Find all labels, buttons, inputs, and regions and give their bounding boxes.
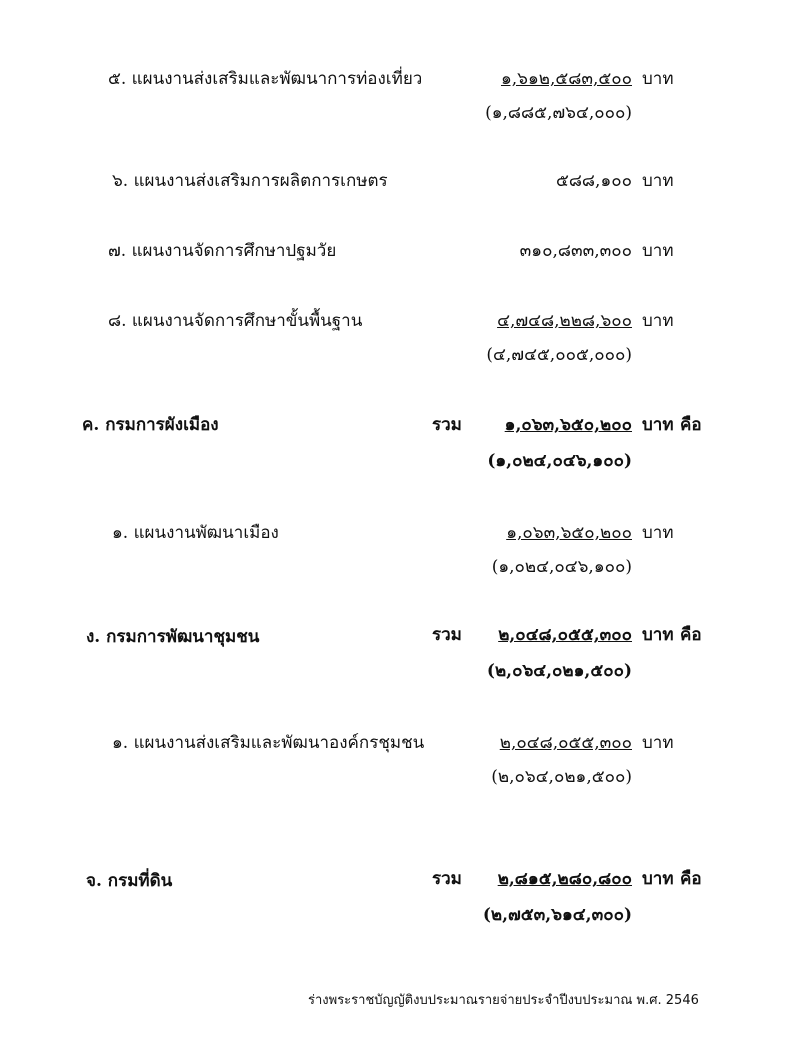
entry-prior-amount: (๑,๐๒๔,๐๔๖,๑๐๐) [491,557,632,577]
entry-unit: บาท [642,69,674,89]
entry-unit: บาท [642,171,674,191]
entry-amount: ๒,๐๔๘,๐๕๕,๓๐๐ [499,733,632,753]
entry-unit: บาท [642,241,674,261]
entry-label: ๑. แผนงานส่งเสริมและพัฒนาองค์กรชุมชน [112,733,425,753]
entry-label: ๕. แผนงานส่งเสริมและพัฒนาการท่องเที่ยว [108,69,423,89]
entry-unit: บาท [642,311,674,331]
entry-amount: ๑,๖๑๒,๕๘๓,๕๐๐ [500,69,632,89]
entry-label: ๑. แผนงานพัฒนาเมือง [112,523,279,543]
department-prior-amount: (๒,๐๖๔,๐๒๑,๕๐๐) [486,661,632,681]
department-heading: ง. กรมการพัฒนาชุมชน [86,627,260,647]
department-heading: จ. กรมที่ดิน [86,871,173,891]
entry-label: ๖. แผนงานส่งเสริมการผลิตการเกษตร [112,171,388,191]
total-word: รวม [432,869,462,889]
entry-unit: บาท [642,733,674,753]
total-word: รวม [432,625,462,645]
department-total-amount: ๑,๐๖๓,๖๕๐,๒๐๐ [504,415,632,435]
department-unit: บาท [642,625,674,645]
entry-prior-amount: (๑,๘๘๕,๗๖๔,๐๐๐) [485,103,632,123]
entry-unit: บาท [642,523,674,543]
entry-amount: ๓๑๐,๘๓๓,๓๐๐ [519,241,632,261]
entry-amount: ๑,๐๖๓,๖๕๐,๒๐๐ [506,523,632,543]
department-prior-amount: (๑,๐๒๔,๐๔๖,๑๐๐) [487,451,632,471]
entry-amount: ๕๘๘,๑๐๐ [555,171,632,191]
entry-label: ๗. แผนงานจัดการศึกษาปฐมวัย [108,241,337,261]
department-total-amount: ๒,๘๑๕,๒๘๐,๘๐๐ [497,869,632,889]
entry-label: ๘. แผนงานจัดการศึกษาขั้นพื้นฐาน [108,311,363,331]
entry-prior-amount: (๒,๐๖๔,๐๒๑,๕๐๐) [491,767,632,787]
department-prior-amount: (๒,๗๕๓,๖๑๔,๓๐๐) [482,905,632,925]
entry-prior-amount: (๔,๗๔๕,๐๐๕,๐๐๐) [486,345,632,365]
entry-amount: ๔,๗๔๘,๒๒๘,๖๐๐ [497,311,632,331]
department-unit: บาท [642,415,674,435]
department-is-word: คือ [680,869,702,889]
department-heading: ค. กรมการผังเมือง [82,415,219,435]
department-is-word: คือ [680,415,702,435]
page-footer: ร่างพระราชบัญญัติงบประมาณรายจ่ายประจำปีงบประมาณ พ.ศ. 2546 [308,993,699,1008]
department-total-amount: ๒,๐๔๘,๐๕๕,๓๐๐ [498,625,632,645]
department-is-word: คือ [680,625,702,645]
total-word: รวม [432,415,462,435]
department-unit: บาท [642,869,674,889]
